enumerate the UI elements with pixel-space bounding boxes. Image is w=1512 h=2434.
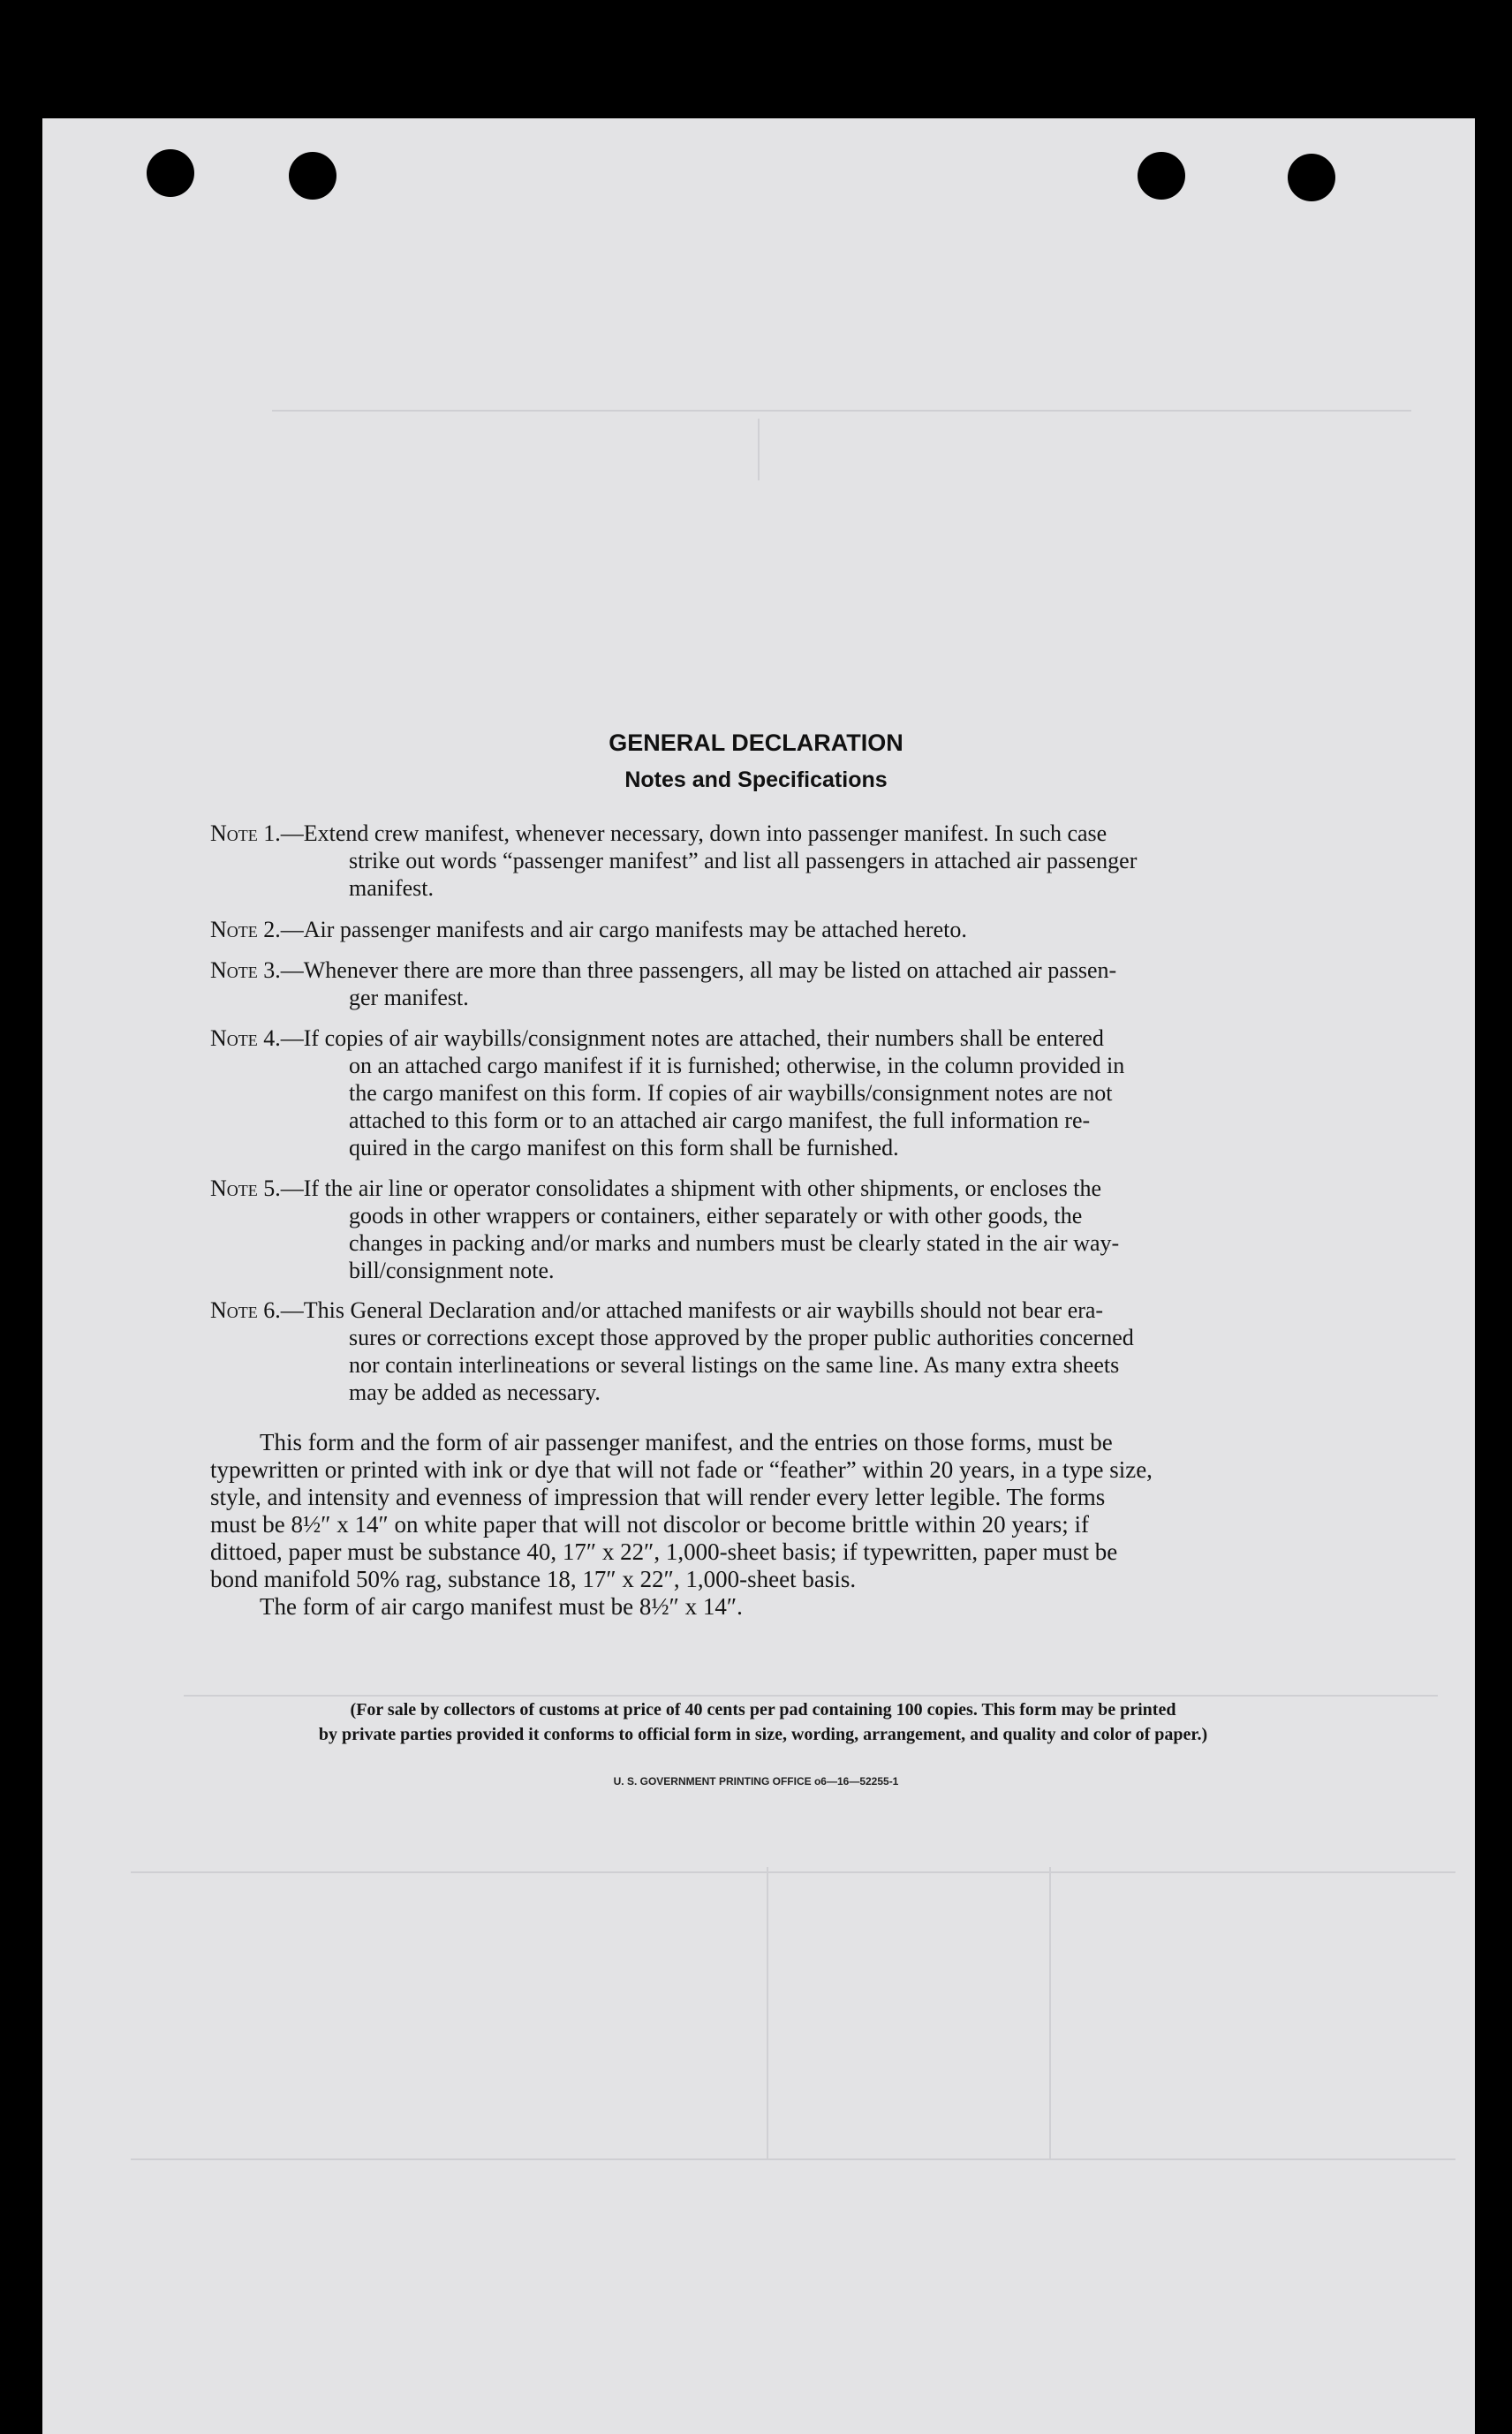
page-title: GENERAL DECLARATION — [609, 729, 903, 756]
note-label: Note 2. — [210, 917, 281, 942]
note-1 — [210, 820, 1316, 902]
note-line — [210, 1296, 1316, 1324]
note-line: on an attached cargo manifest if it is furnished; otherwise, in the column provided in — [349, 1053, 1125, 1078]
note-line: goods in other wrappers or containers, either separately or with other goods, the — [349, 1203, 1083, 1228]
note-text: —If the air line or operator consolidates a shipment with other shipments, or encloses the — [280, 1175, 1102, 1201]
note-line: nor contain interlineations or several listings on the same line. As many extra sheets — [349, 1352, 1120, 1378]
bleed-through-line — [1049, 1867, 1051, 2158]
printer-imprint: U. S. GOVERNMENT PRINTING OFFICE o6—16—52255-1 — [613, 1775, 899, 1788]
bleed-through-line — [272, 410, 1411, 412]
punch-hole — [1288, 154, 1335, 201]
note-line: the cargo manifest on this form. If copies of air waybills/consignment notes are not — [349, 1080, 1113, 1106]
paragraph-line: bond manifold 50% rag, substance 18, 17″ x 22″, 1,000-sheet basis. — [210, 1566, 857, 1592]
note-text: —This General Declaration and/or attached manifests or air waybills should not bear era- — [280, 1297, 1104, 1323]
note-line: bill/consignment note. — [349, 1258, 555, 1283]
note-line: quired in the cargo manifest on this form shall be furnished. — [349, 1135, 899, 1160]
bleed-through-line — [131, 1871, 1455, 1873]
sale-notice-line: (For sale by collectors of customs at price of 40 cents per pad containing 100 copies. This form may be printed — [350, 1700, 1176, 1720]
note-line: ger manifest. — [349, 985, 469, 1010]
note-text: —Whenever there are more than three passengers, all may be listed on attached air passen- — [280, 957, 1117, 983]
paragraph-line: must be 8½″ x 14″ on white paper that will not discolor or become brittle within 20 years; if — [210, 1511, 1090, 1538]
note-label: Note 3. — [210, 957, 281, 983]
note-line — [210, 820, 1316, 847]
paragraph-line: dittoed, paper must be substance 40, 17″ x 22″, 1,000-sheet basis; if typewritten, paper must be — [210, 1538, 1118, 1565]
note-line: sures or corrections except those approved by the proper public authorities concerned — [349, 1325, 1134, 1350]
note-line — [210, 956, 1316, 984]
bleed-through-line — [758, 419, 760, 480]
note-line — [210, 1175, 1316, 1202]
note-line: changes in packing and/or marks and numbers must be clearly stated in the air way- — [349, 1230, 1120, 1256]
note-label: Note 1. — [210, 820, 281, 846]
note-6 — [210, 1296, 1316, 1406]
note-line — [210, 1024, 1316, 1052]
punch-hole — [147, 149, 194, 197]
sale-notice — [210, 1697, 1316, 1747]
paragraph-line: typewritten or printed with ink or dye that will not fade or “feather” within 20 years, in a type size, — [210, 1456, 1153, 1483]
sale-notice-line: by private parties provided it conforms to official form in size, wording, arrangement, and quality and color of paper.) — [318, 1725, 1208, 1744]
note-text: —Extend crew manifest, whenever necessary, down into passenger manifest. In such case — [280, 820, 1108, 846]
note-2 — [210, 916, 1316, 943]
note-line: may be added as necessary. — [349, 1380, 601, 1405]
note-4 — [210, 1024, 1316, 1161]
note-label: Note 4. — [210, 1025, 281, 1051]
note-3 — [210, 956, 1316, 1011]
punch-hole — [1138, 152, 1185, 200]
note-line: manifest. — [349, 875, 435, 901]
note-line: strike out words “passenger manifest” and list all passengers in attached air passenger — [349, 848, 1138, 873]
note-line — [210, 916, 1316, 943]
note-text: —If copies of air waybills/consignment notes are attached, their numbers shall be entered — [280, 1025, 1104, 1051]
bleed-through-line — [184, 1695, 1438, 1697]
note-text: —Air passenger manifests and air cargo manifests may be attached hereto. — [280, 917, 967, 942]
page-subtitle: Notes and Specifications — [624, 767, 888, 792]
bleed-through-line — [767, 1867, 768, 2158]
note-5 — [210, 1175, 1316, 1284]
note-label: Note 6. — [210, 1297, 281, 1323]
paragraph-line: This form and the form of air passenger manifest, and the entries on those forms, must be — [260, 1429, 1113, 1455]
note-label: Note 5. — [210, 1175, 281, 1201]
note-line: attached to this form or to an attached air cargo manifest, the full information re- — [349, 1107, 1091, 1133]
bleed-through-line — [131, 2158, 1455, 2160]
paragraph-line: style, and intensity and evenness of impression that will render every letter legible. The forms — [210, 1484, 1106, 1510]
punch-hole — [289, 152, 336, 200]
paragraph-line: The form of air cargo manifest must be 8½″ x 14″. — [260, 1593, 743, 1620]
